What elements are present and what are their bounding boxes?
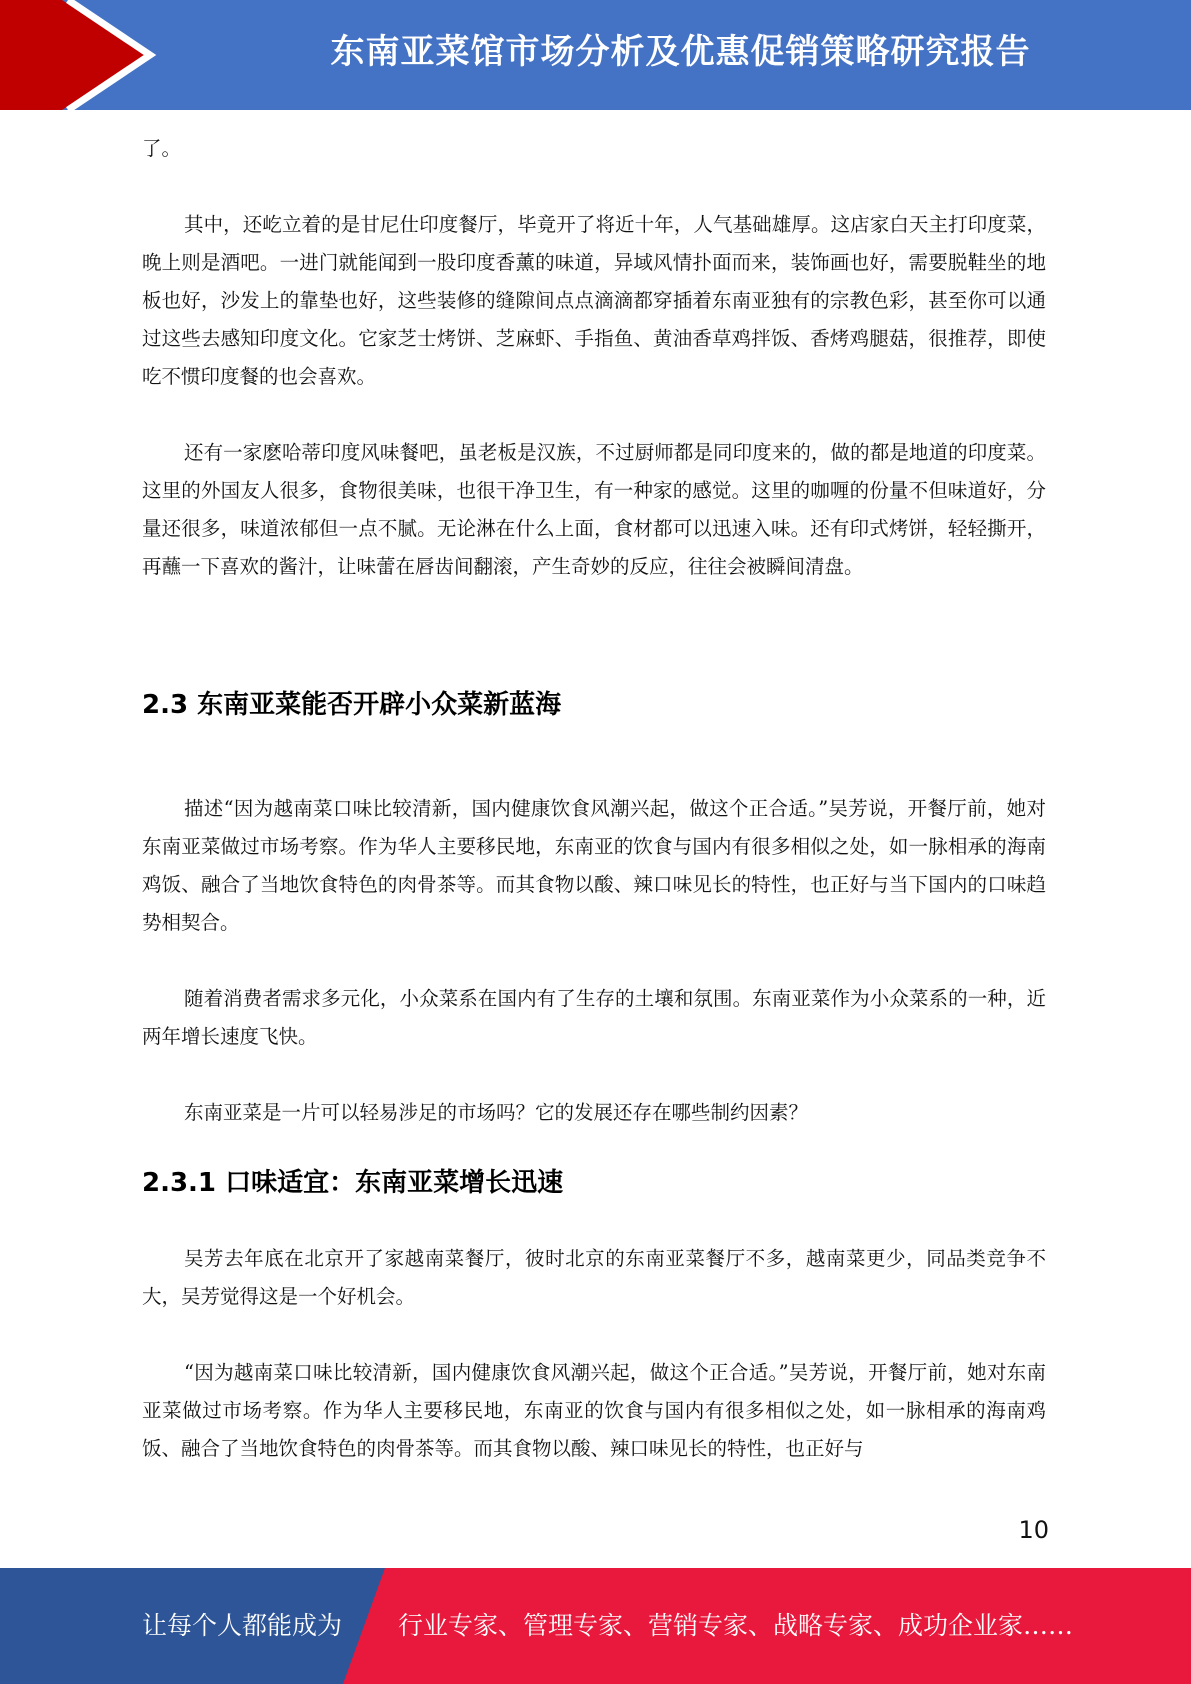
paragraph-mohati-restaurant: 还有一家麽哈蒂印度风味餐吧，虽老板是汉族，不过厨师都是同印度来的，做的都是地道的印度菜。这里的外国友人很多，食物很美味，也很干净卫生，有一种家的感觉。这里的咖喱的份量不但味道好，分量还很多，味道浓郁但一点不腻。无论淋在什么上面，食材都可以迅速入味。还有印式烤饼，轻轻撕开，再蘸一下喜欢的酱汁，让味蕾在唇齿间翻滚，产生奇妙的反应，往往会被瞬间清盘。 [142,441,1046,578]
chevron-right-icon [0,0,160,110]
document-body [142,130,1046,1468]
footer-banner [0,1568,1191,1684]
paragraph-wu-fang-quote: “因为越南菜口味比较清新，国内健康饮食风潮兴起，做这个正合适。”吴芳说，开餐厅前，她对东南亚菜做过市场考察。作为华人主要移民地，东南亚的饮食与国内有很多相似之处，如一脉相承的海南鸡饭、融合了当地饮食特色的肉骨茶等。而其食物以酸、辣口味见长的特性，也正好与 [142,1361,1046,1460]
paragraph-wu-fang-restaurant: 吴芳去年底在北京开了家越南菜餐厅，彼时北京的东南亚菜餐厅不多，越南菜更少，同品类竞争不大，吴芳觉得这是一个好机会。 [142,1247,1046,1308]
document-title: 东南亚菜馆市场分析及优惠促销策略研究报告 [330,32,1031,72]
page-number: 10 [1018,1516,1049,1544]
header-banner [0,0,1191,110]
paragraph-market-question: 东南亚菜是一片可以轻易涉足的市场吗？它的发展还存在哪些制约因素？ [184,1101,809,1124]
paragraph-ganishi-restaurant: 其中，还屹立着的是甘尼仕印度餐厅，毕竟开了将近十年，人气基础雄厚。这店家白天主打印度菜，晚上则是酒吧。一进门就能闻到一股印度香薰的味道，异域风情扑面而来，装饰画也好，需要脱鞋坐的地板也好，沙发上的靠垫也好，这些装修的缝隙间点点滴滴都穿插着东南亚独有的宗教色彩，甚至你可以通过这些去感知印度文化。它家芝士烤饼、芝麻虾、手指鱼、黄油香草鸡拌饭、香烤鸡腿菇，很推荐，即使吃不惯印度餐的也会喜欢。 [142,213,1046,388]
paragraph-consumer-demand: 随着消费者需求多元化，小众菜系在国内有了生存的土壤和氛围。东南亚菜作为小众菜系的一种，近两年增长速度飞快。 [142,987,1046,1048]
paragraph-wu-fang-description: 描述“因为越南菜口味比较清新，国内健康饮食风潮兴起，做这个正合适。”吴芳说，开餐厅前，她对东南亚菜做过市场考察。作为华人主要移民地，东南亚的饮食与国内有很多相似之处，如一脉相承的海南鸡饭、融合了当地饮食特色的肉骨茶等。而其食物以酸、辣口味见长的特性，也正好与当下国内的口味趋势相契合。 [142,797,1046,934]
paragraph-continuation: 了。 [142,137,182,160]
section-heading-2-3: 2.3 东南亚菜能否开辟小众菜新蓝海 [142,690,562,720]
footer-slogan-right: 行业专家、管理专家、营销专家、战略专家、成功企业家…… [398,1611,1074,1640]
section-heading-2-3-1: 2.3.1 口味适宜：东南亚菜增长迅速 [142,1168,564,1198]
footer-slogan-left: 让每个人都能成为 [142,1611,343,1640]
